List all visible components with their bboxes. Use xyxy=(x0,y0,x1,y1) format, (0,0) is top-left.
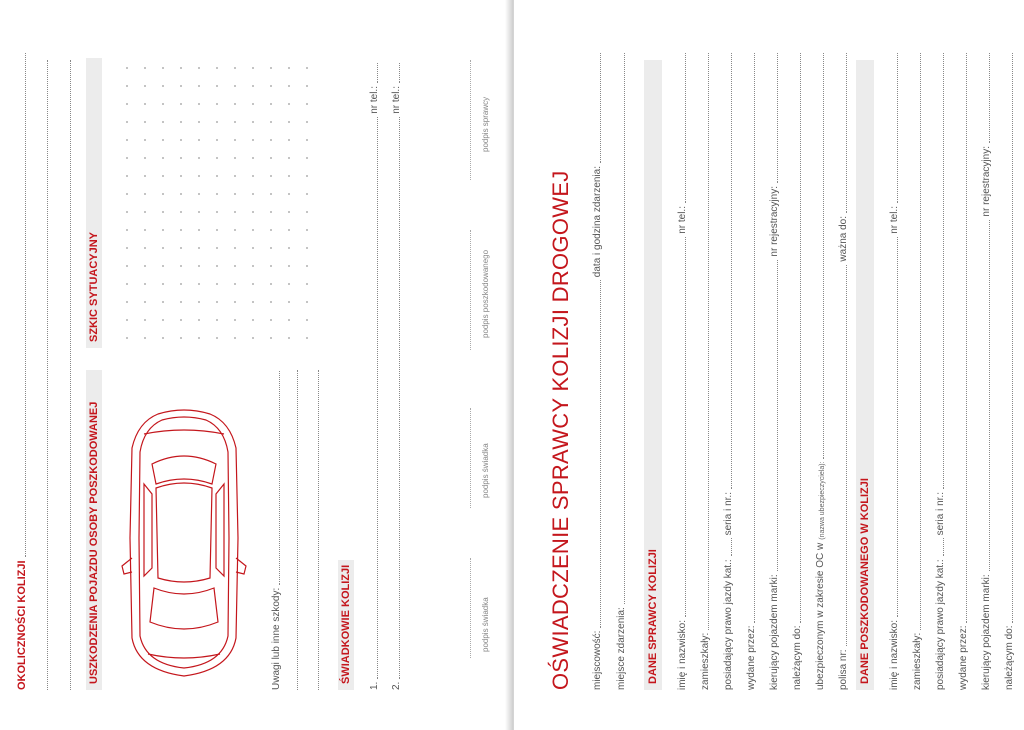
sprawca-prawo-jazdy-label: posiadający prawo jazdy kat.: xyxy=(723,559,734,690)
sig-line-perpetrator[interactable] xyxy=(470,60,471,180)
poszk-prawo-jazdy-label: posiadający prawo jazdy kat.: xyxy=(935,559,946,690)
sprawca-polisa-row[interactable] xyxy=(833,50,849,690)
sprawca-zamieszkaly-row[interactable] xyxy=(695,50,711,690)
left-page xyxy=(0,0,510,730)
okolicznosci-row xyxy=(10,50,28,690)
poszk-zamieszkaly-row[interactable] xyxy=(907,50,923,690)
witness-2-row[interactable] xyxy=(386,60,402,690)
poszk-prawo-jazdy-row[interactable] xyxy=(930,50,946,690)
poszk-seria-label: seria i nr.: xyxy=(935,492,946,536)
okolicznosci-line-3 xyxy=(70,60,71,690)
dane-sprawcy-band xyxy=(644,60,662,690)
poszk-imie-row[interactable] xyxy=(884,50,900,690)
sig-witness-1: podpis świadka xyxy=(481,597,490,652)
sprawca-ubezpieczonym-label: ubezpieczonym w zakresie OC w xyxy=(815,542,826,690)
okolicznosci-heading: OKOLICZNOŚCI KOLIZJI xyxy=(16,560,28,690)
sketch-dot-grid[interactable] xyxy=(112,55,322,350)
sprawca-zamieszkaly-label: zamieszkały: xyxy=(700,632,711,690)
form-title: OŚWIADCZENIE SPRAWCY KOLIZJI DROGOWEJ xyxy=(548,170,573,690)
poszk-kierujacy-row[interactable] xyxy=(976,50,992,690)
sig-injured: podpis poszkodowanego xyxy=(481,249,490,338)
uszkodzenia-heading: USZKODZENIA POJAZDU OSOBY POSZKODOWANEJ xyxy=(88,401,100,684)
poszk-imie-label: imię i nazwisko: xyxy=(889,619,900,690)
poszk-wydane-row[interactable] xyxy=(953,50,969,690)
miejscowosc-label: miejscowość: xyxy=(592,630,603,690)
witness-1-row[interactable] xyxy=(364,60,380,690)
sprawca-nr-rej-label: nr rejestracyjny: xyxy=(769,186,780,257)
sig-line-witness-2[interactable] xyxy=(470,408,471,508)
poszk-zamieszkaly-label: zamieszkały: xyxy=(912,632,923,690)
poszk-kierujacy-label: kierujący pojazdem marki: xyxy=(981,574,992,690)
dane-poszkodowanego-band xyxy=(856,60,874,690)
dane-poszkodowanego-heading: DANE POSZKODOWANEGO W KOLIZJI xyxy=(859,478,871,684)
right-page xyxy=(514,0,1024,730)
uwagi-line-2[interactable] xyxy=(297,370,298,690)
sprawca-seria-label: seria i nr.: xyxy=(723,492,734,536)
car-outline-icon xyxy=(118,408,250,680)
sig-witness-2: podpis świadka xyxy=(481,443,490,498)
sig-line-injured[interactable] xyxy=(470,230,471,350)
witness-2-phone-label: nr tel.: xyxy=(391,86,402,114)
sprawca-polisa-label: polisa nr: xyxy=(838,649,849,690)
uszkodzenia-band xyxy=(86,370,102,690)
okolicznosci-line-2 xyxy=(47,60,48,690)
poszk-wydane-label: wydane przez: xyxy=(958,625,969,690)
sprawca-nalezacym-row[interactable] xyxy=(787,50,803,690)
sprawca-wazna-label: ważna do: xyxy=(838,216,849,262)
witness-1-number: 1. xyxy=(369,681,380,690)
witness-1-phone-label: nr tel.: xyxy=(369,86,380,114)
poszk-tel-label: nr tel.: xyxy=(889,206,900,234)
sprawca-imie-row[interactable] xyxy=(672,50,688,690)
uwagi-label: Uwagi lub inne szkody: xyxy=(271,587,282,690)
sprawca-kierujacy-row[interactable] xyxy=(764,50,780,690)
szkic-heading: SZKIC SYTUACYJNY xyxy=(88,231,100,342)
sprawca-ubezpieczonym-row[interactable] xyxy=(810,50,826,690)
sprawca-nazwa-ubezp-label: (nazwa ubezpieczyciela): xyxy=(819,461,826,540)
miejsce-zdarzenia-row[interactable] xyxy=(611,50,627,690)
sprawca-imie-label: imię i nazwisko: xyxy=(677,619,688,690)
sprawca-prawo-jazdy-row[interactable] xyxy=(718,50,734,690)
miejscowosc-row[interactable] xyxy=(587,50,603,690)
sprawca-wydane-row[interactable] xyxy=(741,50,757,690)
sprawca-wydane-label: wydane przez: xyxy=(746,625,757,690)
szkic-band xyxy=(86,58,102,348)
swiadkowie-heading: ŚWIADKOWIE KOLIZJI xyxy=(340,564,352,684)
poszk-nalezacym-row[interactable] xyxy=(999,50,1015,690)
dane-sprawcy-heading: DANE SPRAWCY KOLIZJI xyxy=(647,549,659,684)
swiadkowie-band xyxy=(338,560,354,690)
poszk-nalezacym-label: należącym do: xyxy=(1004,625,1015,690)
poszk-nr-rej-label: nr rejestracyjny: xyxy=(981,146,992,217)
sprawca-nalezacym-label: należącym do: xyxy=(792,625,803,690)
sprawca-tel-label: nr tel.: xyxy=(677,206,688,234)
uwagi-line-3[interactable] xyxy=(318,370,319,690)
witness-2-number: 2. xyxy=(391,681,402,690)
sig-line-witness-1[interactable] xyxy=(470,558,471,658)
sig-perpetrator: podpis sprawcy xyxy=(481,96,490,152)
miejsce-zdarzenia-label: miejsce zdarzenia: xyxy=(616,607,627,690)
data-godzina-label: data i godzina zdarzenia: xyxy=(592,166,603,278)
uwagi-row[interactable] xyxy=(266,368,282,690)
sprawca-kierujacy-label: kierujący pojazdem marki: xyxy=(769,574,780,690)
